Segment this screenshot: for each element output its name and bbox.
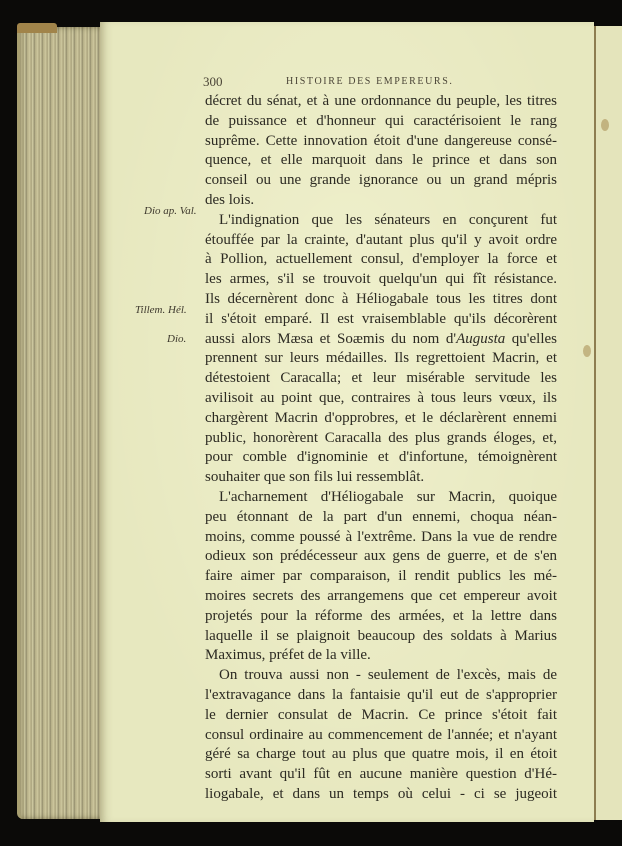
- text-line: Maximus, préfet de la ville.: [205, 647, 371, 664]
- text-line: étouffée par la crainte, d'autant plus qu'il y avoit ordre: [205, 231, 557, 248]
- text-line: quence, et elle marquoit dans le prince et dans son: [205, 152, 557, 169]
- text-line: public, honorèrent Caracalla des plus grands éloges, et,: [205, 429, 557, 446]
- text-line: liogabale, et dans un temps où celui - ci se jugeoit: [205, 785, 557, 802]
- text-line: souhaiter que son fils lui ressemblât.: [205, 469, 425, 486]
- text-line: projetés pour la réforme des armées, et la lettre dans: [205, 607, 557, 624]
- text-line: L'acharnement d'Héliogabale sur Macrin, quoique: [219, 488, 557, 505]
- page-number: 300: [203, 74, 223, 89]
- italic-word: Augusta: [456, 330, 506, 347]
- text-line: le dernier consulat de Macrin. Ce prince s'étoit fait: [205, 706, 557, 723]
- running-title: HISTOIRE DES EMPEREURS.: [286, 76, 454, 87]
- margin-note: Dio.: [167, 333, 187, 345]
- text-line: des lois.: [205, 191, 255, 208]
- text-line: géré sa charge tout au plus que quatre mois, il en étoit: [205, 746, 557, 763]
- foxing-spot: [601, 119, 609, 131]
- running-header: [203, 74, 557, 90]
- text-line: avilisoit au point que, contraires à tous leurs vœux, ils: [205, 389, 557, 406]
- text-line: détestoient Caracalla; et leur misérable servitude les: [205, 370, 557, 387]
- text-line: On trouva aussi non - seulement de l'excès, mais de: [219, 667, 557, 684]
- text-line: suprême. Cette innovation étoit d'une dangereuse consé-: [205, 132, 557, 149]
- facing-page-edge: [594, 26, 622, 820]
- text-line: Ils décernèrent donc à Héliogabale tous les titres dont: [205, 290, 557, 307]
- text-line: l'extravagance dans la fantaisie qu'il eut de s'approprier: [205, 686, 557, 703]
- text-line: pour comble d'ignominie et d'infortune, témoignèrent: [205, 449, 557, 466]
- text-line: odieux son prédécesseur aux gens de guerre, et de s'en: [205, 548, 557, 565]
- text-line: aussi alors Mæsa et Soæmis du nom d'Augusta qu'elles: [205, 330, 557, 347]
- text-line: il s'étoit emparé. Il est vraisemblable qu'ils décorèrent: [205, 310, 557, 327]
- body-text: [205, 92, 557, 805]
- text-line: chargèrent Macrin d'opprobres, et le déclarèrent ennemi: [205, 409, 557, 426]
- text-line: les armes, s'il se trouvoit quelqu'un qui fît résistance.: [205, 271, 557, 288]
- text-line: prennent sur leurs médailles. Ils regrettoient Macrin, et: [205, 350, 557, 367]
- book-page-edges: [17, 27, 104, 819]
- text-line: à Pollion, actuellement consul, d'employer la force et: [205, 251, 557, 268]
- text-line: faire aimer par comparaison, il rendit publics les mé-: [205, 568, 557, 585]
- text-line: consul ordinaire au commencement de l'année; et n'ayant: [205, 726, 557, 743]
- text-line: de puissance et d'honneur qui caractérisoient le rang: [205, 112, 557, 129]
- foxing-spot: [583, 345, 591, 357]
- text-line: sorti avant qu'il fût en aucune manière question d'Hé-: [205, 766, 557, 783]
- text-line: L'indignation que les sénateurs en conçurent fut: [219, 211, 557, 228]
- margin-note: Dio ap. Val.: [144, 205, 197, 217]
- text-line: moires secrets des arrangemens que cet empereur avoit: [205, 587, 557, 604]
- margin-note: Tillem. Hél.: [135, 304, 187, 316]
- text-line: décret du sénat, et à une ordonnance du peuple, les titres: [205, 93, 557, 109]
- text-line: laquelle il se plaignoit beaucoup des soldats à Marius: [205, 627, 557, 644]
- text-line: moins, comme poussé à l'extrême. Dans la vue de rendre: [205, 528, 557, 545]
- text-line: peu étonnant de la part d'un ennemi, choqua néan-: [205, 508, 557, 525]
- text-line: conseil ou une grande ignorance ou un grand mépris: [205, 172, 557, 189]
